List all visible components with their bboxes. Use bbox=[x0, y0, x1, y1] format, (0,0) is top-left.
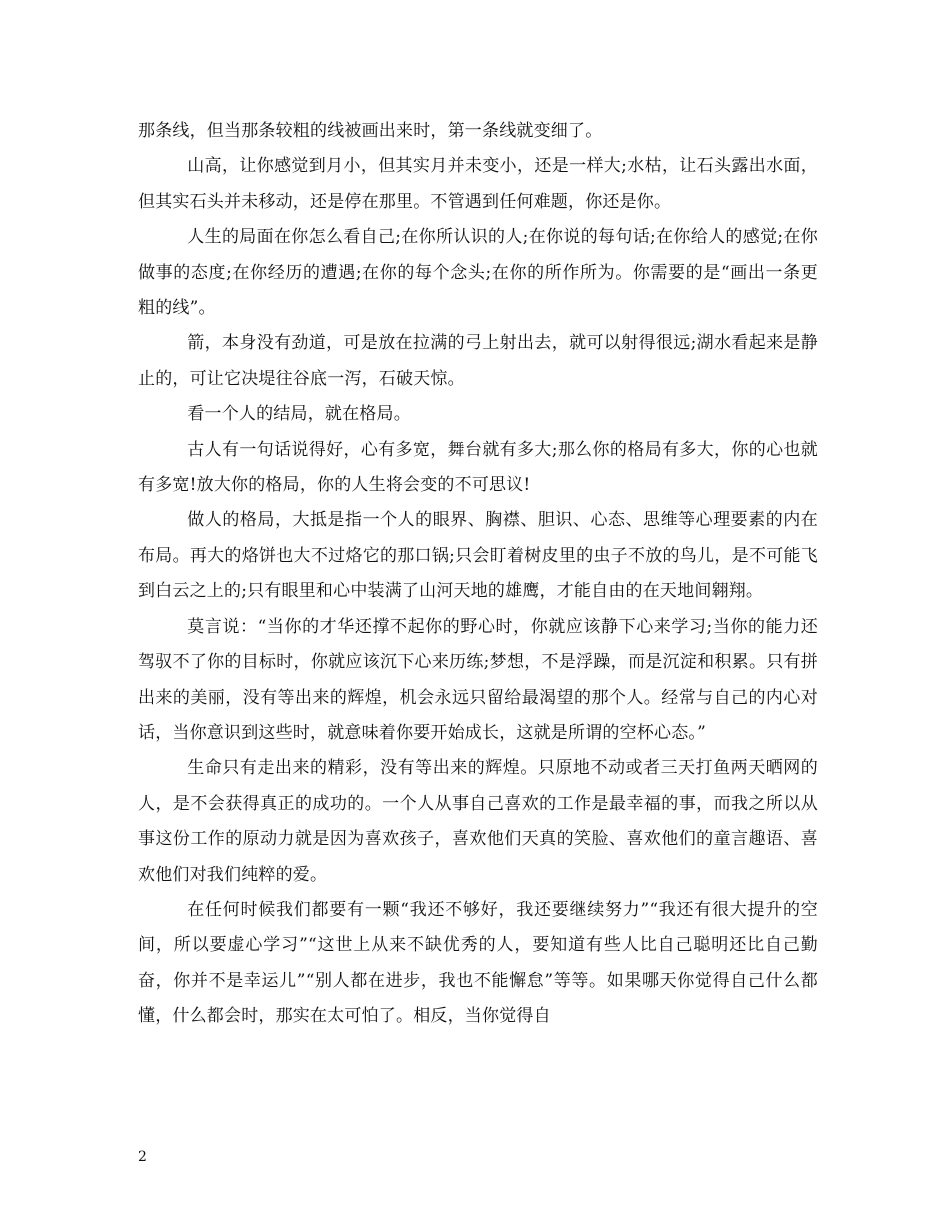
paragraph: 山高，让你感觉到月小，但其实月并未变小，还是一样大;水枯，让石头露出水面，但其实石头并未移动，还是停在那里。不管遇到任何难题，你还是你。 bbox=[138, 156, 818, 212]
document-body bbox=[138, 114, 818, 1035]
page-number: 2 bbox=[138, 1149, 147, 1165]
paragraph: 在任何时候我们都要有一颗“我还不够好，我还要继续努力”“我还有很大提升的空间，所以要虚心学习”“这世上从来不缺优秀的人，要知道有些人比自己聪明还比自己勤奋，你并不是幸运儿”“别人都在进步，我也不能懈怠”等等。如果哪天你觉得自己什么都懂，什么都会时，那实在太可怕了。相反，当你觉得自 bbox=[138, 899, 818, 1027]
paragraph: 看一个人的结局，就在格局。 bbox=[187, 404, 411, 425]
paragraph: 生命只有走出来的精彩，没有等出来的辉煌。只原地不动或者三天打鱼两天晒网的人，是不会获得真正的成功的。一个人从事自己喜欢的工作是最幸福的事，而我之所以从事这份工作的原动力就是因为喜欢孩子，喜欢他们天真的笑脸、喜欢他们的童言趣语、喜欢他们对我们纯粹的爱。 bbox=[138, 758, 818, 885]
paragraph-continued: 那条线，但当那条较粗的线被画出来时，第一条线就变细了。 bbox=[138, 121, 603, 141]
paragraph: 古人有一句话说得好，心有多宽，舞台就有多大;那么你的格局有多大，你的心也就有多宽!放大你的格局，你的人生将会变的不可思议! bbox=[138, 439, 818, 496]
paragraph: 箭，本身没有劲道，可是放在拉满的弓上射出去，就可以射得很远;湖水看起来是静止的，可让它决堤往谷底一泻，石破天惊。 bbox=[138, 333, 818, 389]
paragraph: 做人的格局，大抵是指一个人的眼界、胸襟、胆识、心态、思维等心理要素的内在布局。再大的烙饼也大不过烙它的那口锅;只会盯着树皮里的虫子不放的鸟儿，是不可能飞到白云之上的;只有眼里和心中装满了山河天地的雄鹰，才能自由的在天地间翱翔。 bbox=[138, 510, 818, 602]
paragraph: 人生的局面在你怎么看自己;在你所认识的人;在你说的每句话;在你给人的感觉;在你做事的态度;在你经历的遭遇;在你的每个念头;在你的所作所为。你需要的是“画出一条更粗的线”。 bbox=[138, 227, 818, 319]
paragraph: 莫言说：“当你的才华还撑不起你的野心时，你就应该静下心来学习;当你的能力还驾驭不了你的目标时，你就应该沉下心来历练;梦想，不是浮躁，而是沉淀和积累。只有拼出来的美丽，没有等出来的辉煌，机会永远只留给最渴望的那个人。经常与自己的内心对话，当你意识到这些时，就意味着你要开始成长，这就是所谓的空杯心态。” bbox=[138, 616, 818, 743]
